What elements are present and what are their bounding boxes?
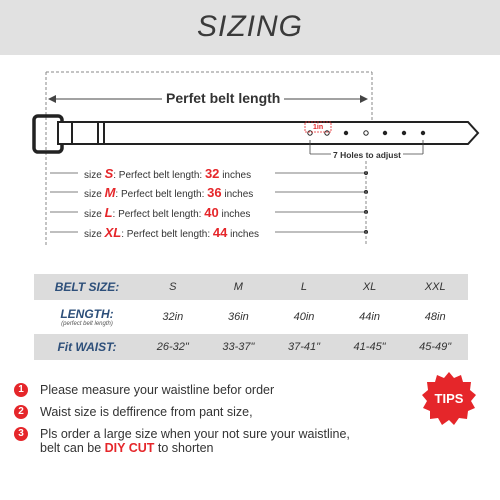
tip-text-line2-end: to shorten: [154, 441, 214, 455]
size-letter: XL: [104, 225, 122, 240]
table-cell: 32in: [140, 300, 206, 334]
tip-item-2: [14, 405, 484, 419]
hole-7: [421, 131, 425, 135]
size-row-l: size L: Perfect belt length: 40 inches: [84, 205, 251, 220]
size-length: 36: [207, 185, 222, 200]
hole-6: [402, 131, 406, 135]
tip-text-line2: belt can be: [40, 441, 105, 455]
length-sub-label: (perfect belt length): [61, 321, 113, 327]
size-row-xl: size XL: Perfect belt length: 44 inches: [84, 225, 260, 240]
table-cell: S: [140, 274, 206, 300]
tips-badge-text: TIPS: [434, 391, 464, 406]
diy-cut-emphasis: DIY CUT: [104, 441, 155, 455]
arrow-head-left: [48, 95, 56, 103]
table-cell: 36in: [206, 300, 272, 334]
belt-size-header: BELT SIZE:: [34, 274, 140, 300]
hole-5: [383, 131, 387, 135]
inch-label: 1in: [313, 124, 324, 131]
holes-label: 7 Holes to adjust: [333, 150, 402, 160]
size-length: 40: [204, 205, 219, 220]
waist-header: Fit WAIST:: [34, 334, 140, 360]
tip-number-icon: 3: [14, 427, 28, 441]
table-cell: 41-45": [337, 334, 403, 360]
table-cell: 26-32": [140, 334, 206, 360]
tips-badge: [420, 370, 478, 428]
table-cell: 48in: [402, 300, 468, 334]
length-label: LENGTH:: [60, 307, 114, 321]
belt-strap: [58, 122, 478, 144]
arrow-head-right: [360, 95, 368, 103]
size-row-s: size S: Perfect belt length: 32 inches: [84, 166, 252, 181]
size-letter: S: [104, 166, 114, 181]
tips-list: [14, 383, 484, 463]
tip-number-icon: 2: [14, 405, 28, 419]
table-cell: XXL: [402, 274, 468, 300]
size-row-m: size M: Perfect belt length: 36 inches: [84, 185, 254, 200]
size-letter: L: [104, 205, 113, 220]
page-title: SIZING: [196, 10, 303, 43]
table-cell: 40in: [271, 300, 337, 334]
hole-3: [344, 131, 348, 135]
table-row-waist: [34, 334, 468, 360]
tip-text: Pls order a large size when your not sure your waistline,: [40, 427, 350, 441]
table-cell: L: [271, 274, 337, 300]
table-cell: M: [206, 274, 272, 300]
table-cell: 37-41": [271, 334, 337, 360]
table-row-length: [34, 300, 468, 334]
size-length: 32: [204, 166, 220, 181]
tip-item-3: [14, 427, 484, 455]
table-cell: XL: [337, 274, 403, 300]
table-cell: 44in: [337, 300, 403, 334]
tip-text: Waist size is deffirence from pant size,: [40, 405, 253, 419]
table-cell: 33-37": [206, 334, 272, 360]
size-table: [34, 274, 468, 360]
size-letter: M: [104, 185, 116, 200]
tip-number-icon: 1: [14, 383, 28, 397]
tip-text: Please measure your waistline befor order: [40, 383, 275, 397]
table-row-belt-size: [34, 274, 468, 300]
size-length: 44: [212, 225, 228, 240]
perfect-length-label: Perfet belt length: [162, 90, 284, 106]
length-header: [34, 300, 140, 334]
table-cell: 45-49": [402, 334, 468, 360]
tip-item-1: [14, 383, 484, 397]
